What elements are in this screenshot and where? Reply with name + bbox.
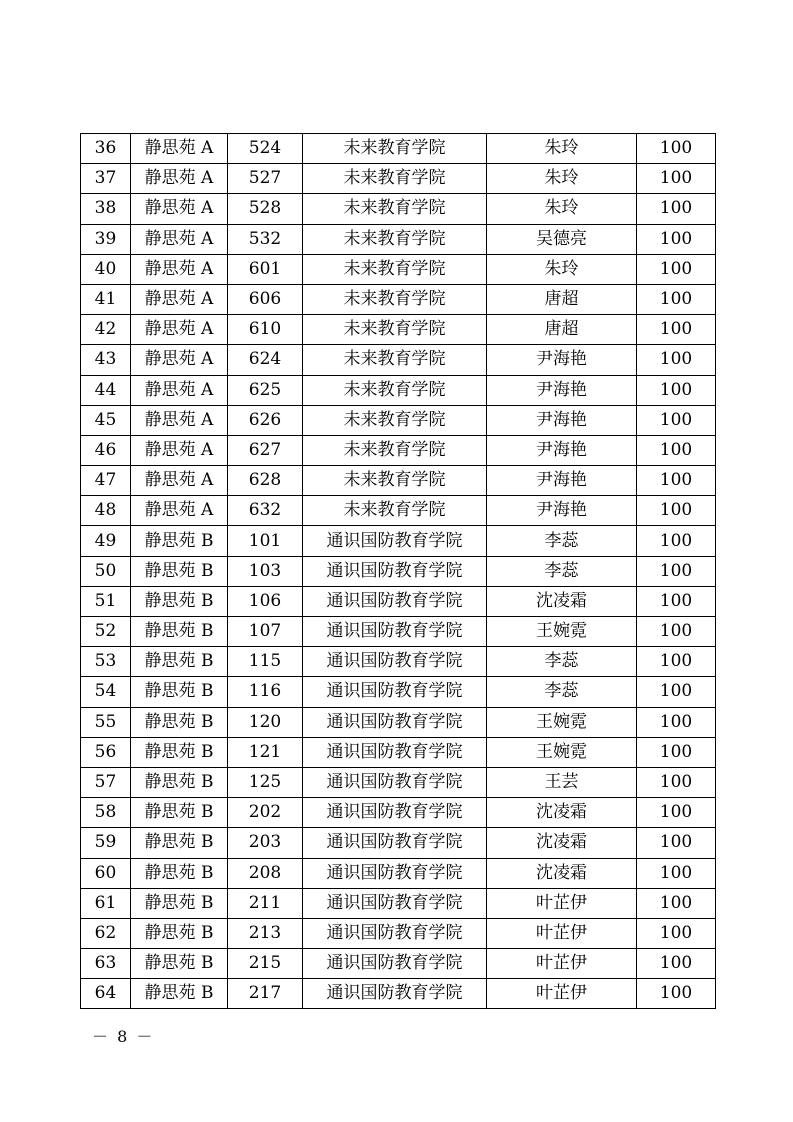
- row-number-cell: 47: [81, 466, 131, 496]
- room-number-cell: 625: [228, 375, 303, 405]
- room-number-cell: 527: [228, 164, 303, 194]
- dormitory-score-table: [80, 133, 716, 1009]
- row-number-cell: 51: [81, 586, 131, 616]
- building-cell: 静思苑 B: [131, 767, 228, 797]
- building-cell: 静思苑 A: [131, 284, 228, 314]
- row-number-cell: 38: [81, 194, 131, 224]
- score-cell: 100: [637, 496, 716, 526]
- building-cell: 静思苑 A: [131, 435, 228, 465]
- building-cell: 静思苑 A: [131, 375, 228, 405]
- table-row: [81, 918, 716, 948]
- building-cell: 静思苑 B: [131, 737, 228, 767]
- score-cell: 100: [637, 677, 716, 707]
- room-number-cell: 528: [228, 194, 303, 224]
- room-number-cell: 202: [228, 798, 303, 828]
- score-cell: 100: [637, 556, 716, 586]
- college-cell: 通识国防教育学院: [303, 737, 487, 767]
- responsible-person-cell: 王婉霓: [487, 707, 637, 737]
- college-cell: 通识国防教育学院: [303, 979, 487, 1009]
- table-row: [81, 224, 716, 254]
- college-cell: 未来教育学院: [303, 435, 487, 465]
- score-cell: 100: [637, 194, 716, 224]
- score-cell: 100: [637, 617, 716, 647]
- room-number-cell: 628: [228, 466, 303, 496]
- responsible-person-cell: 朱玲: [487, 134, 637, 164]
- room-number-cell: 106: [228, 586, 303, 616]
- row-number-cell: 59: [81, 828, 131, 858]
- responsible-person-cell: 叶芷伊: [487, 888, 637, 918]
- table-row: [81, 617, 716, 647]
- room-number-cell: 125: [228, 767, 303, 797]
- college-cell: 未来教育学院: [303, 194, 487, 224]
- score-cell: 100: [637, 375, 716, 405]
- table-row: [81, 677, 716, 707]
- building-cell: 静思苑 A: [131, 194, 228, 224]
- responsible-person-cell: 叶芷伊: [487, 949, 637, 979]
- table-row: [81, 435, 716, 465]
- college-cell: 未来教育学院: [303, 284, 487, 314]
- room-number-cell: 217: [228, 979, 303, 1009]
- row-number-cell: 63: [81, 949, 131, 979]
- building-cell: 静思苑 B: [131, 617, 228, 647]
- row-number-cell: 39: [81, 224, 131, 254]
- responsible-person-cell: 朱玲: [487, 194, 637, 224]
- building-cell: 静思苑 A: [131, 134, 228, 164]
- college-cell: 未来教育学院: [303, 466, 487, 496]
- building-cell: 静思苑 B: [131, 707, 228, 737]
- row-number-cell: 45: [81, 405, 131, 435]
- responsible-person-cell: 沈凌霜: [487, 586, 637, 616]
- building-cell: 静思苑 A: [131, 345, 228, 375]
- row-number-cell: 49: [81, 526, 131, 556]
- college-cell: 通识国防教育学院: [303, 677, 487, 707]
- table-row: [81, 375, 716, 405]
- score-cell: 100: [637, 979, 716, 1009]
- building-cell: 静思苑 B: [131, 858, 228, 888]
- table-row: [81, 858, 716, 888]
- college-cell: 未来教育学院: [303, 375, 487, 405]
- room-number-cell: 624: [228, 345, 303, 375]
- table-row: [81, 767, 716, 797]
- score-cell: 100: [637, 586, 716, 616]
- college-cell: 未来教育学院: [303, 134, 487, 164]
- building-cell: 静思苑 A: [131, 496, 228, 526]
- responsible-person-cell: 李蕊: [487, 556, 637, 586]
- row-number-cell: 60: [81, 858, 131, 888]
- responsible-person-cell: 尹海艳: [487, 345, 637, 375]
- room-number-cell: 203: [228, 828, 303, 858]
- table-row: [81, 707, 716, 737]
- building-cell: 静思苑 A: [131, 466, 228, 496]
- room-number-cell: 107: [228, 617, 303, 647]
- college-cell: 通识国防教育学院: [303, 918, 487, 948]
- building-cell: 静思苑 B: [131, 556, 228, 586]
- row-number-cell: 64: [81, 979, 131, 1009]
- responsible-person-cell: 李蕊: [487, 647, 637, 677]
- college-cell: 未来教育学院: [303, 254, 487, 284]
- responsible-person-cell: 王婉霓: [487, 737, 637, 767]
- room-number-cell: 101: [228, 526, 303, 556]
- college-cell: 未来教育学院: [303, 315, 487, 345]
- room-number-cell: 524: [228, 134, 303, 164]
- room-number-cell: 606: [228, 284, 303, 314]
- building-cell: 静思苑 A: [131, 164, 228, 194]
- building-cell: 静思苑 A: [131, 254, 228, 284]
- score-cell: 100: [637, 647, 716, 677]
- score-cell: 100: [637, 737, 716, 767]
- table-row: [81, 979, 716, 1009]
- responsible-person-cell: 唐超: [487, 315, 637, 345]
- responsible-person-cell: 叶芷伊: [487, 918, 637, 948]
- score-cell: 100: [637, 949, 716, 979]
- score-cell: 100: [637, 315, 716, 345]
- row-number-cell: 56: [81, 737, 131, 767]
- responsible-person-cell: 沈凌霜: [487, 858, 637, 888]
- college-cell: 通识国防教育学院: [303, 707, 487, 737]
- room-number-cell: 211: [228, 888, 303, 918]
- responsible-person-cell: 朱玲: [487, 254, 637, 284]
- responsible-person-cell: 朱玲: [487, 164, 637, 194]
- table-row: [81, 949, 716, 979]
- row-number-cell: 50: [81, 556, 131, 586]
- table-row: [81, 828, 716, 858]
- table-row: [81, 647, 716, 677]
- table-row: [81, 315, 716, 345]
- room-number-cell: 121: [228, 737, 303, 767]
- building-cell: 静思苑 B: [131, 586, 228, 616]
- room-number-cell: 115: [228, 647, 303, 677]
- responsible-person-cell: 尹海艳: [487, 435, 637, 465]
- responsible-person-cell: 沈凌霜: [487, 798, 637, 828]
- table-body: [81, 134, 716, 1009]
- score-cell: 100: [637, 134, 716, 164]
- table-row: [81, 737, 716, 767]
- score-cell: 100: [637, 918, 716, 948]
- table-row: [81, 194, 716, 224]
- score-cell: 100: [637, 888, 716, 918]
- score-cell: 100: [637, 798, 716, 828]
- score-cell: 100: [637, 224, 716, 254]
- college-cell: 未来教育学院: [303, 496, 487, 526]
- table-row: [81, 134, 716, 164]
- row-number-cell: 44: [81, 375, 131, 405]
- college-cell: 未来教育学院: [303, 345, 487, 375]
- row-number-cell: 55: [81, 707, 131, 737]
- college-cell: 通识国防教育学院: [303, 647, 487, 677]
- college-cell: 通识国防教育学院: [303, 888, 487, 918]
- score-cell: 100: [637, 526, 716, 556]
- building-cell: 静思苑 A: [131, 405, 228, 435]
- table-row: [81, 284, 716, 314]
- score-cell: 100: [637, 828, 716, 858]
- college-cell: 通识国防教育学院: [303, 828, 487, 858]
- table-row: [81, 405, 716, 435]
- college-cell: 通识国防教育学院: [303, 617, 487, 647]
- building-cell: 静思苑 B: [131, 828, 228, 858]
- row-number-cell: 40: [81, 254, 131, 284]
- row-number-cell: 42: [81, 315, 131, 345]
- row-number-cell: 37: [81, 164, 131, 194]
- row-number-cell: 52: [81, 617, 131, 647]
- score-cell: 100: [637, 858, 716, 888]
- room-number-cell: 626: [228, 405, 303, 435]
- table-row: [81, 586, 716, 616]
- college-cell: 通识国防教育学院: [303, 949, 487, 979]
- room-number-cell: 116: [228, 677, 303, 707]
- responsible-person-cell: 尹海艳: [487, 496, 637, 526]
- room-number-cell: 120: [228, 707, 303, 737]
- responsible-person-cell: 叶芷伊: [487, 979, 637, 1009]
- building-cell: 静思苑 B: [131, 979, 228, 1009]
- row-number-cell: 61: [81, 888, 131, 918]
- responsible-person-cell: 唐超: [487, 284, 637, 314]
- college-cell: 通识国防教育学院: [303, 767, 487, 797]
- table-row: [81, 345, 716, 375]
- responsible-person-cell: 李蕊: [487, 526, 637, 556]
- responsible-person-cell: 尹海艳: [487, 466, 637, 496]
- room-number-cell: 213: [228, 918, 303, 948]
- row-number-cell: 57: [81, 767, 131, 797]
- row-number-cell: 46: [81, 435, 131, 465]
- room-number-cell: 627: [228, 435, 303, 465]
- score-cell: 100: [637, 345, 716, 375]
- row-number-cell: 62: [81, 918, 131, 948]
- college-cell: 未来教育学院: [303, 405, 487, 435]
- row-number-cell: 48: [81, 496, 131, 526]
- score-cell: 100: [637, 435, 716, 465]
- row-number-cell: 41: [81, 284, 131, 314]
- responsible-person-cell: 尹海艳: [487, 375, 637, 405]
- room-number-cell: 601: [228, 254, 303, 284]
- room-number-cell: 103: [228, 556, 303, 586]
- college-cell: 通识国防教育学院: [303, 526, 487, 556]
- building-cell: 静思苑 B: [131, 888, 228, 918]
- college-cell: 未来教育学院: [303, 164, 487, 194]
- building-cell: 静思苑 B: [131, 526, 228, 556]
- room-number-cell: 632: [228, 496, 303, 526]
- college-cell: 通识国防教育学院: [303, 556, 487, 586]
- college-cell: 通识国防教育学院: [303, 586, 487, 616]
- row-number-cell: 54: [81, 677, 131, 707]
- building-cell: 静思苑 B: [131, 647, 228, 677]
- building-cell: 静思苑 B: [131, 798, 228, 828]
- table-row: [81, 888, 716, 918]
- score-cell: 100: [637, 254, 716, 284]
- table-row: [81, 164, 716, 194]
- responsible-person-cell: 沈凌霜: [487, 828, 637, 858]
- responsible-person-cell: 李蕊: [487, 677, 637, 707]
- room-number-cell: 532: [228, 224, 303, 254]
- building-cell: 静思苑 A: [131, 224, 228, 254]
- room-number-cell: 208: [228, 858, 303, 888]
- row-number-cell: 58: [81, 798, 131, 828]
- score-cell: 100: [637, 707, 716, 737]
- row-number-cell: 36: [81, 134, 131, 164]
- score-cell: 100: [637, 284, 716, 314]
- row-number-cell: 43: [81, 345, 131, 375]
- building-cell: 静思苑 A: [131, 315, 228, 345]
- score-cell: 100: [637, 466, 716, 496]
- room-number-cell: 610: [228, 315, 303, 345]
- score-cell: 100: [637, 164, 716, 194]
- row-number-cell: 53: [81, 647, 131, 677]
- table-row: [81, 556, 716, 586]
- room-number-cell: 215: [228, 949, 303, 979]
- college-cell: 通识国防教育学院: [303, 858, 487, 888]
- building-cell: 静思苑 B: [131, 677, 228, 707]
- college-cell: 通识国防教育学院: [303, 798, 487, 828]
- building-cell: 静思苑 B: [131, 918, 228, 948]
- table-row: [81, 466, 716, 496]
- responsible-person-cell: 王芸: [487, 767, 637, 797]
- responsible-person-cell: 吴德亮: [487, 224, 637, 254]
- building-cell: 静思苑 B: [131, 949, 228, 979]
- responsible-person-cell: 尹海艳: [487, 405, 637, 435]
- page-number: － 8 －: [92, 1027, 155, 1046]
- table-row: [81, 526, 716, 556]
- college-cell: 未来教育学院: [303, 224, 487, 254]
- table-row: [81, 798, 716, 828]
- table-row: [81, 254, 716, 284]
- responsible-person-cell: 王婉霓: [487, 617, 637, 647]
- table-row: [81, 496, 716, 526]
- score-cell: 100: [637, 767, 716, 797]
- score-cell: 100: [637, 405, 716, 435]
